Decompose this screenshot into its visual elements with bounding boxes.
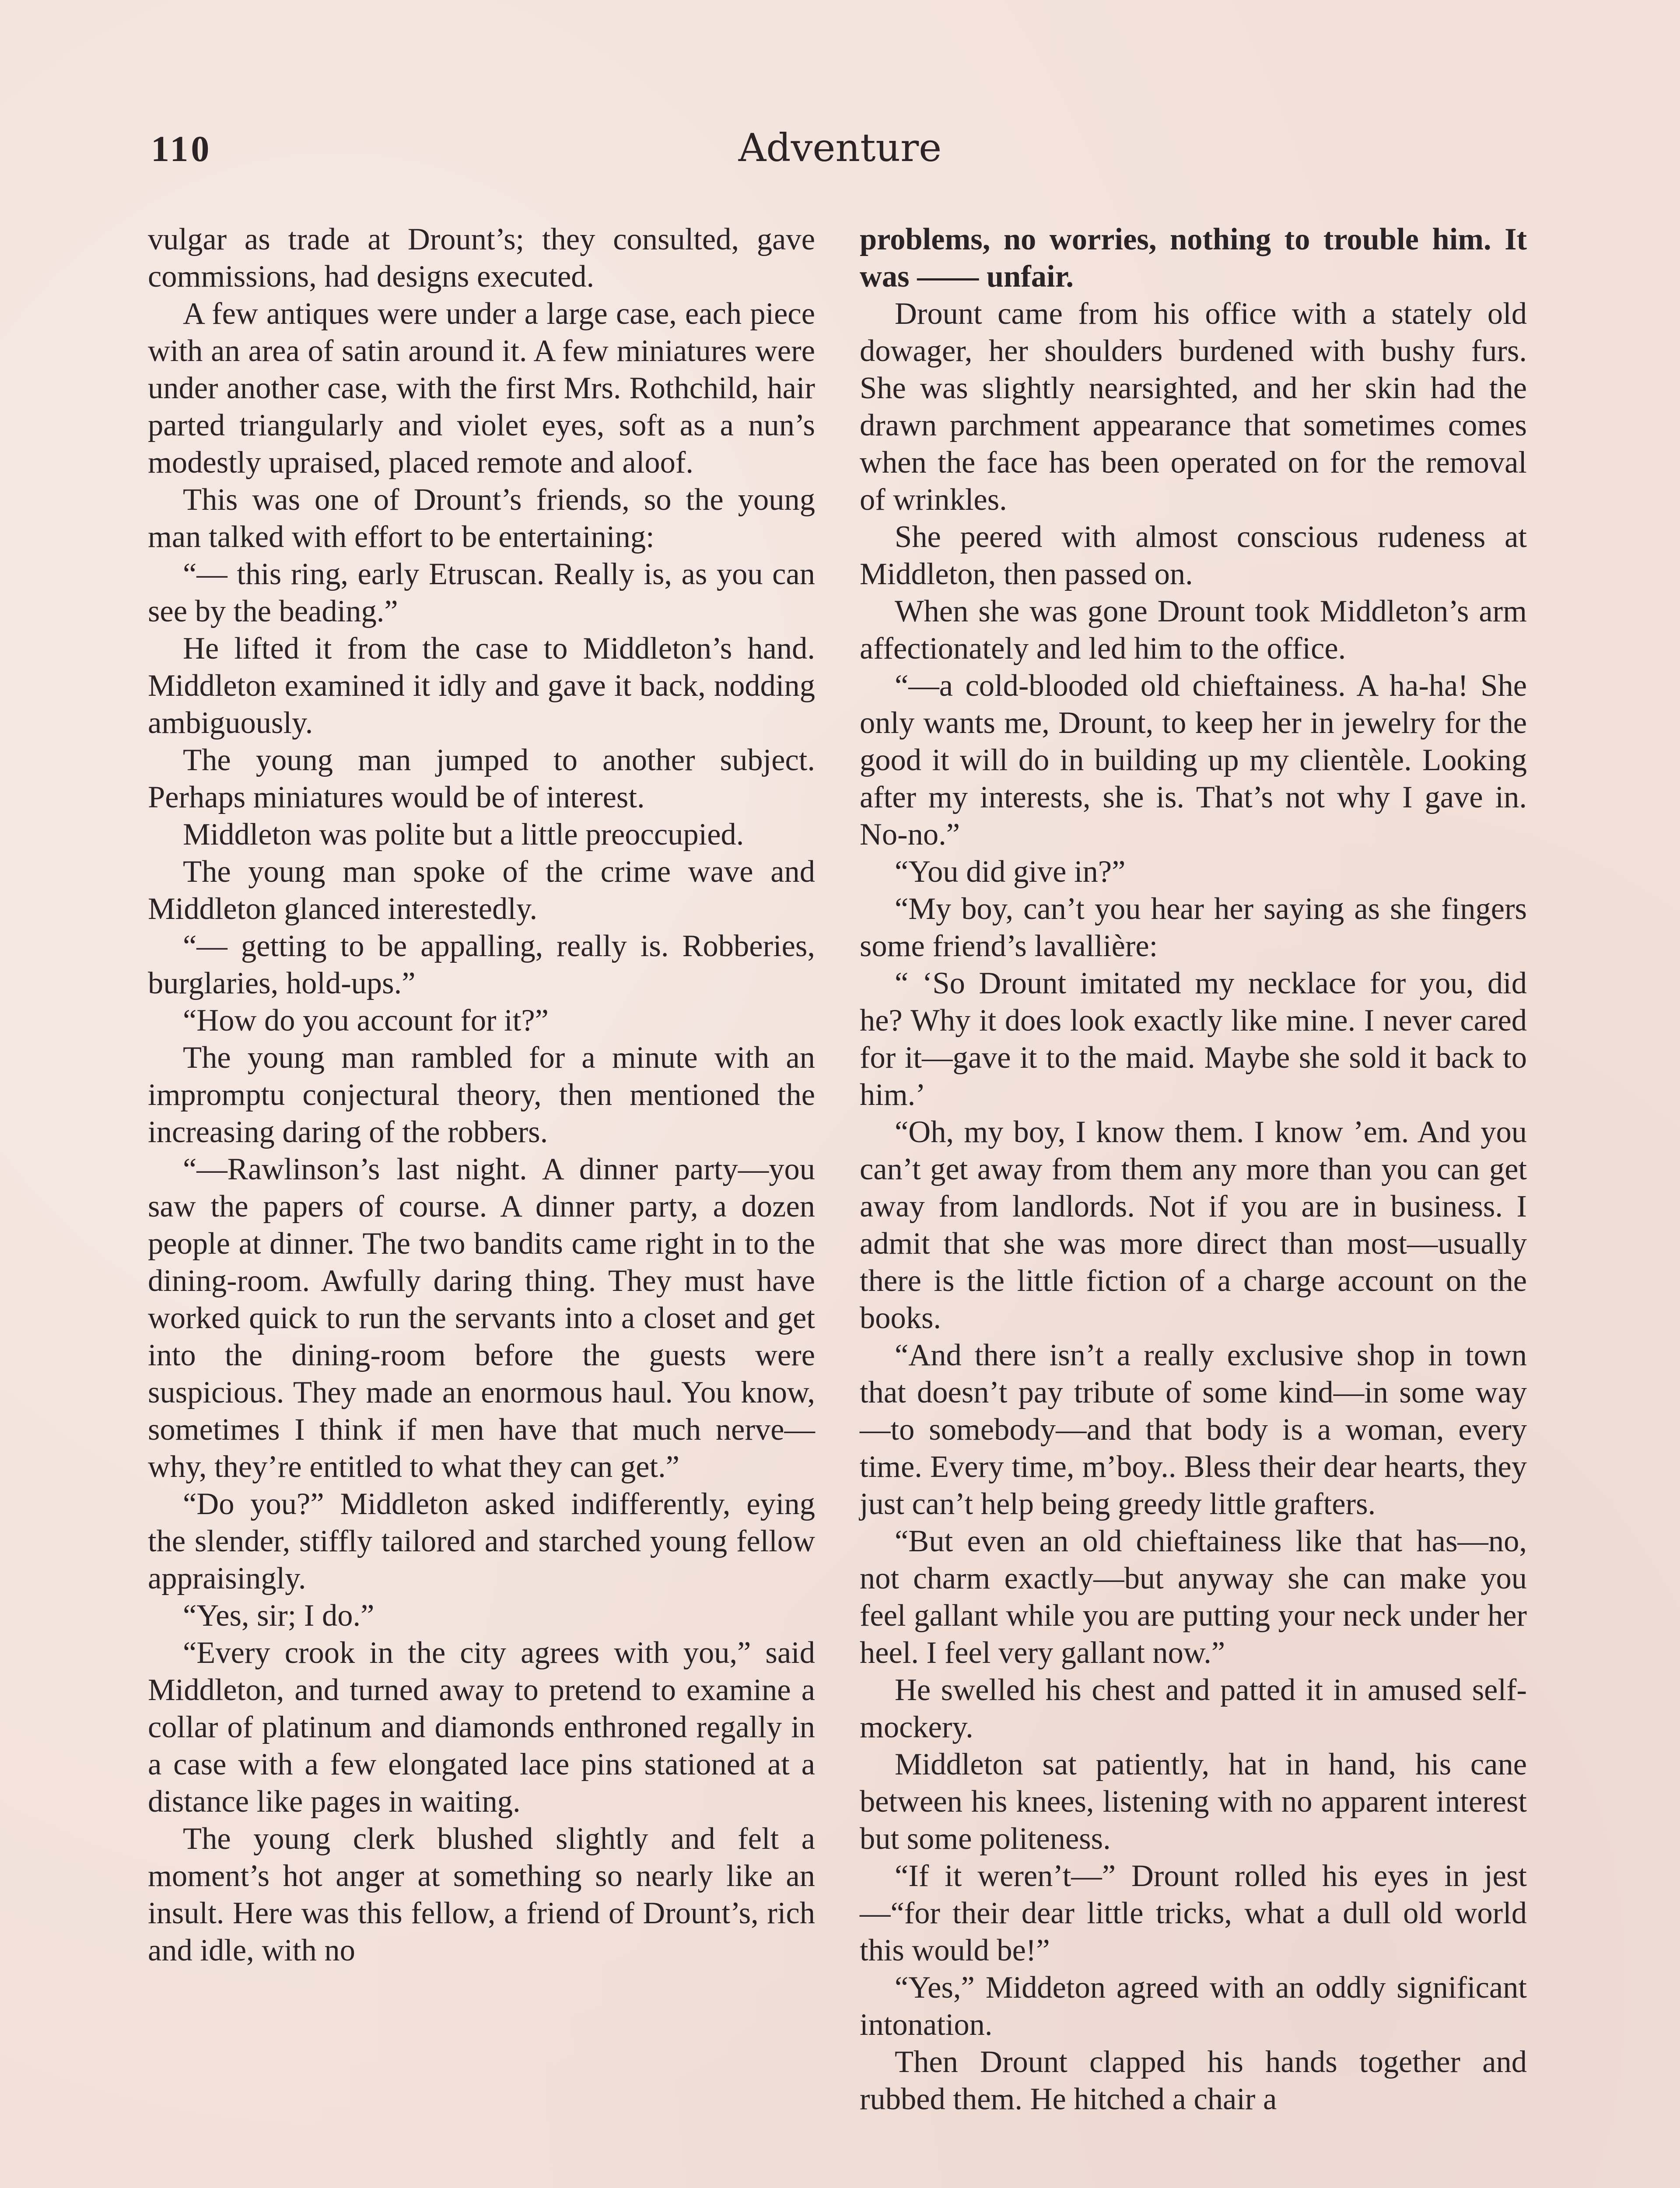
- paragraph: A few antiques were under a large case, each piece with an area of satin around it. A few miniatures were under another case, with the first Mrs. Rothchild, hair parted triangularly and violet eyes, soft as a nun’s modestly upraised, placed remote and aloof.: [148, 297, 815, 480]
- paragraph: “—a cold-blooded old chieftainess. A ha-ha! She only wants me, Drount, to keep her in jewelry for the good it will do in building up my clientèle. Looking after my interests, she is. That’s not why I gave in. No-no.”: [860, 669, 1527, 852]
- paragraph: The young man jumped to another subject. Perhaps miniatures would be of interest.: [148, 743, 815, 814]
- paragraph: “Yes,” Middeton agreed with an oddly significant intonation.: [860, 1971, 1527, 2042]
- paragraph: He lifted it from the case to Middleton’s hand. Middleton examined it idly and gave it back, nodding ambiguously.: [148, 631, 815, 740]
- running-head: Adventure: [738, 125, 942, 170]
- paragraph: She peered with almost conscious rudeness at Middleton, then passed on.: [860, 520, 1527, 591]
- paragraph: Middleton sat patiently, hat in hand, his cane between his knees, listening with no apparent interest but some politeness.: [860, 1747, 1527, 1856]
- paragraph: problems, no worries, nothing to trouble him. It was —— unfair.: [860, 222, 1527, 294]
- paragraph: The young man spoke of the crime wave and Middleton glanced interestedly.: [148, 855, 815, 926]
- paragraph: “And there isn’t a really exclusive shop in town that doesn’t pay tribute of some kind—in some way—to somebody—and that body is a woman, every time. Every time, m’boy.. Bless their dear hearts, they just can’t help being greedy little grafters.: [860, 1338, 1527, 1521]
- paragraph: When she was gone Drount took Middleton’s arm affectionately and led him to the office.: [860, 594, 1527, 666]
- paragraph: vulgar as trade at Drount’s; they consulted, gave commissions, had designs executed.: [148, 222, 815, 294]
- paragraph: “My boy, can’t you hear her saying as she fingers some friend’s lavallière:: [860, 892, 1527, 963]
- paragraph: “But even an old chieftainess like that has—no, not charm exactly—but anyway she can make you feel gallant while you are putting your neck under her heel. I feel very gallant now.”: [860, 1524, 1527, 1670]
- paragraph: “Do you?” Middleton asked indifferently, eying the slender, stiffly tailored and starched young fellow appraisingly.: [148, 1487, 815, 1595]
- paragraph: Middleton was polite but a little preoccupied.: [183, 817, 744, 852]
- paragraph: “Yes, sir; I do.”: [183, 1599, 374, 1633]
- paragraph: “— this ring, early Etruscan. Really is, as you can see by the beading.”: [148, 557, 815, 628]
- paragraph: “Every crook in the city agrees with you,” said Middleton, and turned away to pretend to examine a collar of platinum and diamonds enthroned regally in a case with a few elongated lace pins stationed at a distance like pages in waiting.: [148, 1636, 815, 1819]
- paragraph: The young man rambled for a minute with an impromptu conjectural theory, then mentioned the increasing daring of the robbers.: [148, 1041, 815, 1149]
- paragraph: He swelled his chest and patted it in amused self-mockery.: [860, 1673, 1527, 1744]
- paragraph: “ ‘So Drount imitated my necklace for you, did he? Why it does look exactly like mine. I never cared for it—gave it to the maid. Maybe she sold it back to him.’: [860, 966, 1527, 1112]
- page-number: 110: [151, 129, 212, 169]
- paragraph: This was one of Drount’s friends, so the young man talked with effort to be entertaining:: [148, 483, 815, 554]
- paragraph: “You did give in?”: [895, 855, 1126, 889]
- paragraph: Then Drount clapped his hands together and rubbed them. He hitched a chair a: [860, 2045, 1527, 2116]
- paragraph: “— getting to be appalling, really is. Robberies, burglaries, hold-ups.”: [148, 929, 815, 1000]
- right-column: [860, 221, 1527, 2118]
- paragraph: The young clerk blushed slightly and felt a moment’s hot anger at something so nearly like an insult. Here was this fellow, a friend of Drount’s, rich and idle, with no: [148, 1822, 815, 1967]
- paragraph: “How do you account for it?”: [183, 1003, 549, 1038]
- paragraph: “—Rawlinson’s last night. A dinner party—you saw the papers of course. A dinner party, a dozen people at dinner. The two bandits came right in to the dining-room. Awfully daring thing. They must have worked quick to run the servants into a closet and get into the dining-room before the guests were suspicious. They made an enormous haul. You know, sometimes I think if men have that much nerve—why, they’re entitled to what they can get.”: [148, 1152, 815, 1484]
- paragraph: “If it weren’t—” Drount rolled his eyes in jest—“for their dear little tricks, what a dull old world this would be!”: [860, 1859, 1527, 1967]
- paragraph: “Oh, my boy, I know them. I know ’em. And you can’t get away from them any more than you can get away from landlords. Not if you are in business. I admit that she was more direct than most—usually there is the little fiction of a charge account on the books.: [860, 1115, 1527, 1335]
- left-column: [148, 221, 815, 1969]
- paragraph: Drount came from his office with a stately old dowager, her shoulders burdened with bushy furs. She was slightly nearsighted, and her skin had the drawn parchment appearance that sometimes comes when the face has been operated on for the removal of wrinkles.: [860, 297, 1527, 517]
